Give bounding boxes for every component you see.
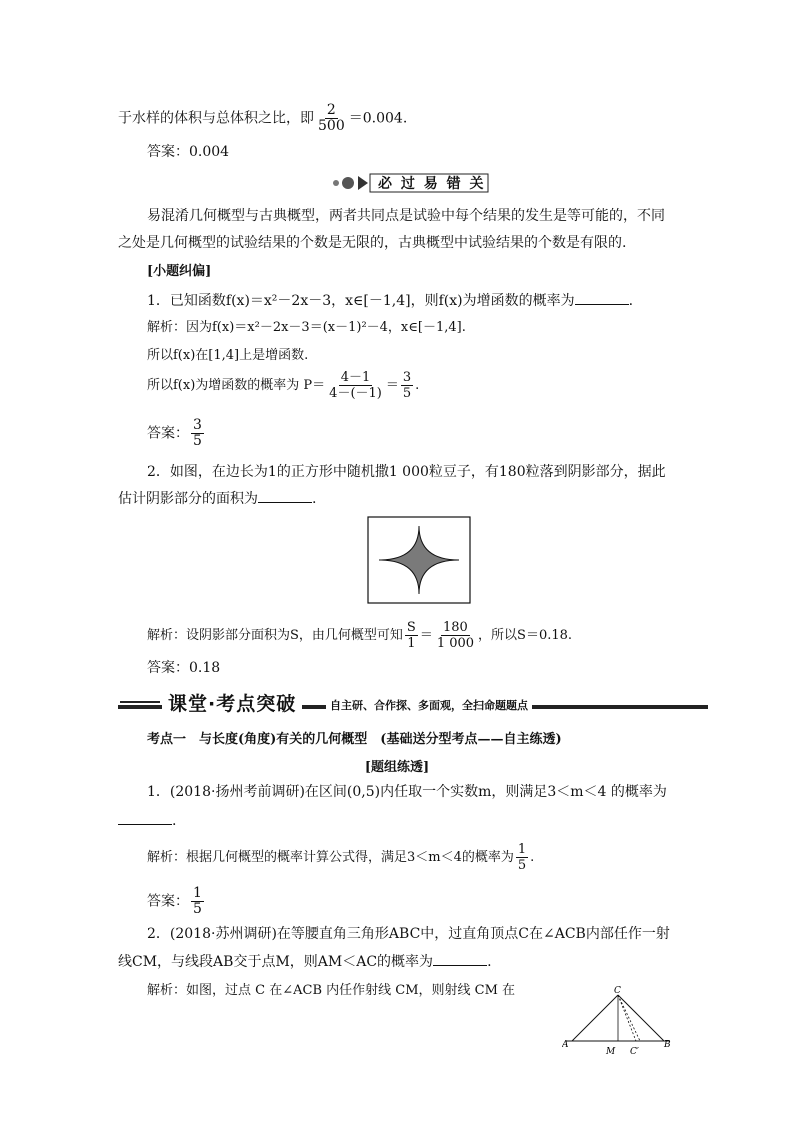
q2-stem-1: 2．如图，在边长为1的正方形中随机撒1 000粒豆子，有180粒落到阴影部分，据此	[147, 464, 666, 480]
q1-solution-3: 所以f(x)为增函数的概率为 P＝ $\frac{4-1}{4-(-1)}$ ＝ $\frac{3}{5}$ .	[147, 370, 420, 401]
k2-stem-2: 线CM，与线段AB交于点M，则AM＜AC的概率为 .	[118, 951, 492, 972]
q2-solution: 解析：设阴影部分面积为S，由几何概型可知 $\frac{S}{1}$ ＝ $\frac{180}{1 000}$ ，所以S＝0.18.	[147, 620, 573, 651]
fraction-3-5: $\frac{3}{5}$	[402, 370, 412, 401]
label-b: B	[664, 1040, 671, 1050]
intro-line-1: 易混淆几何概型与古典概型，两者共同点是试验中每个结果的发生是等可能的，不同	[147, 208, 665, 224]
k1-solution: 解析：根据几何概型的概率计算公式得，满足3＜m＜4的概率为 $\frac{1}{5}$ .	[147, 842, 535, 873]
section-tag-text: 必 过 易 错 关	[378, 176, 486, 192]
fraction-1-5: $\frac{1}{5}$	[517, 842, 527, 873]
k1-answer: 答案： $\frac{1}{5}$	[147, 885, 202, 917]
side-ca	[572, 995, 618, 1041]
k1-stem-blank: .	[118, 810, 176, 831]
section-banner	[118, 691, 708, 715]
q1-solution-2: 所以f(x)在[1,4]上是增函数.	[147, 348, 309, 363]
section-tag	[330, 172, 490, 194]
label-a: A	[562, 1040, 569, 1050]
banner-subtitle: 自主研、合作探、多面观，全扫命题题点	[326, 697, 532, 713]
answer-blank	[258, 488, 312, 503]
square-shaded-figure	[367, 516, 471, 604]
q2-stem-2: 估计阴影部分的面积为 .	[118, 488, 316, 509]
answer-0004: 答案：0.004	[147, 144, 230, 160]
answer-fraction: $\frac{3}{5}$	[193, 417, 202, 449]
q2-answer: 答案：0.18	[147, 660, 221, 676]
label-c: C	[614, 986, 621, 996]
continuation-text: 于水样的体积与总体积之比，即	[118, 110, 314, 127]
fraction-s-1: $\frac{S}{1}$	[406, 620, 416, 651]
ray-cc-prime	[618, 995, 636, 1041]
label-m: M	[606, 1047, 616, 1057]
continuation-line: 于水样的体积与总体积之比，即 $\frac{2}{500}$ ＝0.004.	[118, 102, 408, 134]
q1-answer: 答案： $\frac{3}{5}$	[147, 417, 202, 449]
triangle-figure	[562, 985, 674, 1057]
fraction-2-500: $\frac{2}{500}$	[318, 102, 345, 134]
fraction-probability: $\frac{4-1}{4-(-1)}$	[329, 370, 382, 401]
small-tag: [小题纠偏]	[147, 264, 212, 279]
answer-blank	[575, 290, 629, 305]
answer-blank	[433, 951, 487, 966]
banner-title: 课堂·考点突破	[162, 689, 302, 716]
side-cb	[618, 995, 664, 1041]
label-c-prime: C′	[630, 1047, 639, 1057]
intro-line-2: 之处是几何概型的试验结果的个数是无限的，古典概型中试验结果的个数是有限的.	[118, 235, 627, 251]
fraction-180-1000: $\frac{180}{1 000}$	[436, 620, 475, 651]
answer-blank	[118, 810, 172, 825]
q1-solution-1: 解析：因为f(x)＝x²－2x－3＝(x－1)²－4，x∈[－1,4].	[147, 320, 466, 335]
ray-cm	[618, 995, 640, 1041]
kaodian-subtitle: [题组练透]	[364, 760, 430, 775]
answer-fraction: $\frac{1}{5}$	[193, 885, 202, 917]
k2-stem-1: 2．(2018·苏州调研)在等腰直角三角形ABC中，过直角顶点C在∠ACB内部任作一射	[147, 926, 670, 942]
q1-stem: 1．已知函数f(x)＝x²－2x－3，x∈[－1,4]，则f(x)为增函数的概率为 .	[147, 290, 633, 311]
kaodian-title: 考点一 与长度(角度)有关的几何概型 (基础送分型考点——自主练透)	[147, 732, 562, 747]
k1-stem: 1．(2018·扬州考前调研)在区间(0,5)内任取一个实数m，则满足3＜m＜4 的概率为	[147, 784, 667, 800]
k2-solution: 解析：如图，过点 C 在∠ACB 内任作射线 CM，则射线 CM 在	[147, 983, 516, 998]
